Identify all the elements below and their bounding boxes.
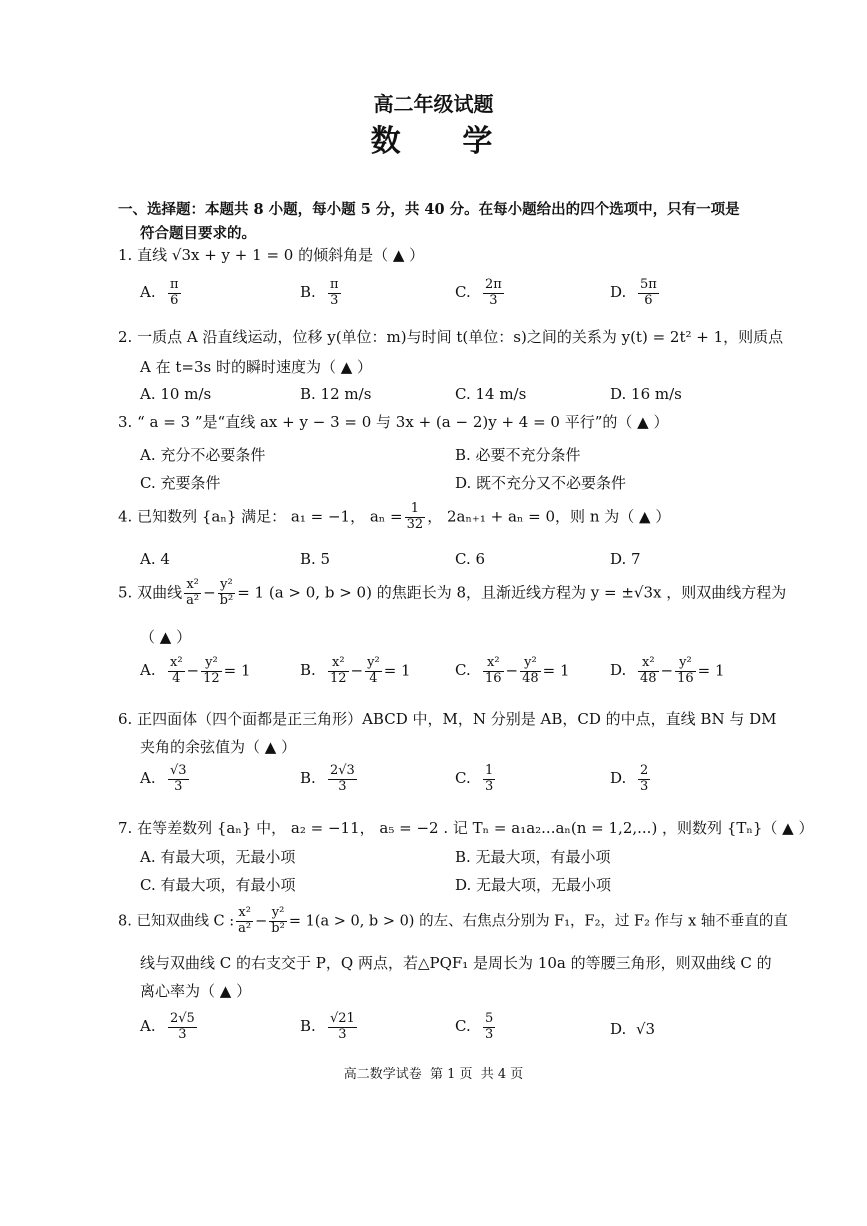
q1-option-b[interactable]: B. $\frac{\pi}{3}$ xyxy=(300,277,339,308)
q6-option-c[interactable]: C. $\frac{1}{3}$ xyxy=(455,763,494,794)
q5-option-c[interactable]: C. $\frac{\text{x²}}{16}$ − $\frac{\text{y²}}{48}$ = 1 xyxy=(455,655,570,686)
q3-option-b[interactable]: B. 必要不充分条件 xyxy=(455,446,581,464)
q8-option-d[interactable]: D. √3 xyxy=(610,1020,656,1038)
question-8: 8. 已知双曲线 C : $\frac{\text{x²}}{\text{a²}}$ − $\frac{\text{y²}}{\text{b²}}$ = 1(a > 0, b > 0) 的左、右焦点分别为 F₁，F₂，过 F₂ 作与 x 轴不垂直的直 xyxy=(118,905,788,936)
q2-option-b[interactable]: B. 12 m/s xyxy=(300,385,372,403)
q5-option-a[interactable]: A. $\frac{\text{x²}}{4}$ − $\frac{\text{y²}}{12}$ = 1 xyxy=(140,655,251,686)
q2-option-c[interactable]: C. 14 m/s xyxy=(455,385,527,403)
question-2: 2. 一质点 A 沿直线运动，位移 y(单位：m)与时间 t(单位：s)之间的关系为 y(t) = 2t² + 1，则质点 xyxy=(118,328,784,346)
q6-option-d[interactable]: D. $\frac{2}{3}$ xyxy=(610,763,649,794)
question-6-cont: 夹角的余弦值为（ ▲ ） xyxy=(140,738,297,756)
question-8-cont: 线与双曲线 C 的右支交于 P，Q 两点，若△PQF₁ 是周长为 10a 的等腰三角形，则双曲线 C 的 xyxy=(140,954,772,972)
question-1: 1. 直线 √3x + y + 1 = 0 的倾斜角是（ ▲ ） xyxy=(118,246,425,264)
q2-option-a[interactable]: A. 10 m/s xyxy=(140,385,212,403)
q6-option-a[interactable]: A. $\frac{√3}{3}$ xyxy=(140,763,187,794)
q1-line-equation: √3x + y + 1 = 0 xyxy=(171,246,294,264)
question-6: 6. 正四面体（四个面都是正三角形）ABCD 中，M，N 分别是 AB，CD 的中点，直线 BN 与 DM xyxy=(118,710,777,728)
q4-option-a[interactable]: A. 4 xyxy=(140,550,170,568)
q4-option-c[interactable]: C. 6 xyxy=(455,550,486,568)
question-3: 3. “ a = 3 ”是“直线 ax + y − 3 = 0 与 3x + (a − 2)y + 4 = 0 平行”的（ ▲ ） xyxy=(118,413,669,431)
question-5: 5. 双曲线 $\frac{\text{x²}}{\text{a²}}$ − $\frac{\text{y²}}{\text{b²}}$ = 1 (a > 0, b > 0) 的焦距长为 8，且渐近线方程为 y = ±√3x ，则双曲线方程为 xyxy=(118,577,787,608)
q3-option-c[interactable]: C. 充要条件 xyxy=(140,474,221,492)
q8-option-c[interactable]: C. $\frac{5}{3}$ xyxy=(455,1011,494,1042)
q7-option-a[interactable]: A. 有最大项，无最小项 xyxy=(140,848,296,866)
q5-option-b[interactable]: B. $\frac{\text{x²}}{12}$ − $\frac{\text{y²}}{4}$ = 1 xyxy=(300,655,411,686)
q1-option-a[interactable]: A. $\frac{\pi}{6}$ xyxy=(140,277,179,308)
section-heading: 一、选择题：本题共 8 小题，每小题 5 分，共 40 分。在每小题给出的四个选项中，只有一项是 xyxy=(118,201,740,218)
question-2-cont: A 在 t=3s 时的瞬时速度为（ ▲ ） xyxy=(140,358,373,376)
q2-option-d[interactable]: D. 16 m/s xyxy=(610,385,682,403)
q4-option-d[interactable]: D. 7 xyxy=(610,550,641,568)
q7-option-d[interactable]: D. 无最大项，无最小项 xyxy=(455,876,612,894)
q8-option-b[interactable]: B. $\frac{√21}{3}$ xyxy=(300,1011,355,1042)
exam-title: 高二年级试题 xyxy=(373,92,494,116)
q8-option-a[interactable]: A. $\frac{2√5}{3}$ xyxy=(140,1011,195,1042)
q7-option-b[interactable]: B. 无最大项，有最小项 xyxy=(455,848,611,866)
section-heading-cont: 符合题目要求的。 xyxy=(140,225,256,242)
q3-option-a[interactable]: A. 充分不必要条件 xyxy=(140,446,266,464)
q7-option-c[interactable]: C. 有最大项，有最小项 xyxy=(140,876,296,894)
subject-title: 数 学 xyxy=(370,124,497,159)
q1-option-d[interactable]: D. $\frac{5\pi}{6}$ xyxy=(610,277,657,308)
q6-option-b[interactable]: B. $\frac{2√3}{3}$ xyxy=(300,763,355,794)
question-4: 4. 已知数列 {aₙ} 满足： a₁ = −1， aₙ = $\frac{1}{32}$ ， 2aₙ₊₁ + aₙ = 0，则 n 为（ ▲ ） xyxy=(118,501,671,532)
page-footer: 高二数学试卷 第 1 页 共 4 页 xyxy=(343,1067,524,1082)
question-5-cont: （ ▲ ） xyxy=(140,628,192,646)
question-7: 7. 在等差数列 {aₙ} 中， a₂ = −11， a₅ = −2 . 记 Tₙ = a₁a₂...aₙ(n = 1,2,...) ，则数列 {Tₙ}（ ▲ ） xyxy=(118,819,814,837)
q4-option-b[interactable]: B. 5 xyxy=(300,550,331,568)
q5-option-d[interactable]: D. $\frac{\text{x²}}{48}$ − $\frac{\text{y²}}{16}$ = 1 xyxy=(610,655,725,686)
q1-option-c[interactable]: C. $\frac{2\pi}{3}$ xyxy=(455,277,502,308)
q3-option-d[interactable]: D. 既不充分又不必要条件 xyxy=(455,474,627,492)
question-8-cont2: 离心率为（ ▲ ） xyxy=(140,982,252,1000)
